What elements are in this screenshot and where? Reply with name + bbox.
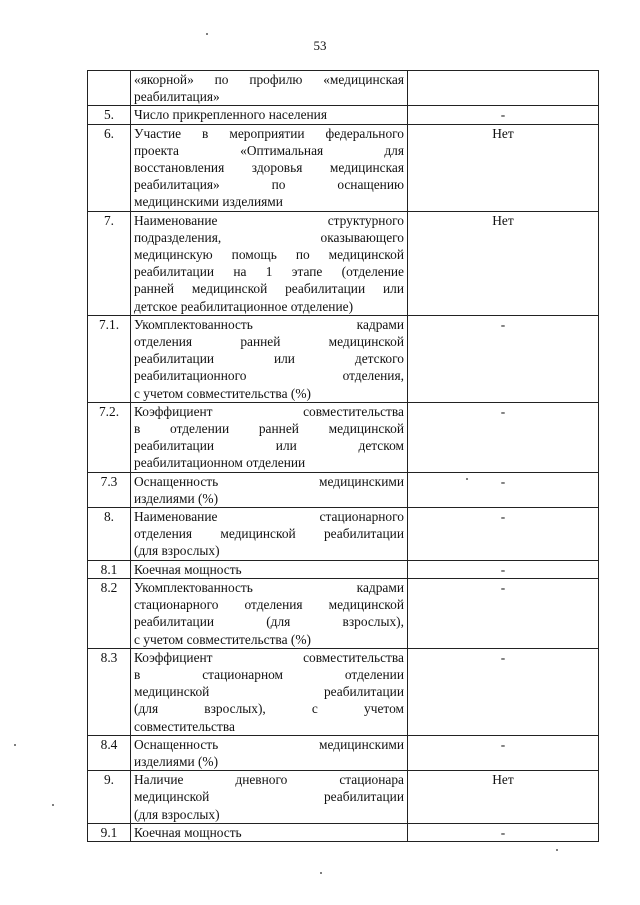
row-value: - (408, 578, 599, 648)
row-indicator-name (131, 823, 408, 841)
table-row (88, 315, 599, 402)
indicator-text-line: реабилитации или детском (134, 438, 404, 454)
row-number (88, 71, 131, 106)
indicator-text-line: медицинской реабилитации (134, 684, 404, 700)
row-number: 8.1 (88, 560, 131, 578)
indicator-text-line: с учетом совместительства (%) (134, 385, 311, 401)
row-number: 8. (88, 508, 131, 561)
indicator-text-line: (для взрослых) (134, 806, 220, 822)
row-indicator-name (131, 508, 408, 561)
row-indicator-name (131, 648, 408, 735)
indicator-text-line: ранней медицинской реабилитации или (134, 281, 404, 297)
indicator-text-line: в отделении ранней медицинской (134, 421, 404, 437)
table-row (88, 578, 599, 648)
data-table (87, 70, 599, 842)
row-indicator-name (131, 735, 408, 770)
row-indicator-name (131, 315, 408, 402)
indicator-text-line: (для взрослых) (134, 543, 220, 559)
table-row (88, 71, 599, 106)
table-row (88, 560, 599, 578)
indicator-text-line: Оснащенность медицинскими (134, 736, 404, 752)
scan-speck (556, 849, 558, 851)
indicator-text-line: реабилитации или детского (134, 351, 404, 367)
table-row (88, 508, 599, 561)
scan-speck (14, 744, 16, 746)
row-indicator-name (131, 211, 408, 315)
indicator-text-line: Наименование структурного (134, 212, 404, 228)
row-value: Нет (408, 124, 599, 211)
indicator-text-line: восстановления здоровья медицинская (134, 160, 404, 176)
scan-speck (320, 872, 322, 874)
indicator-text-line: Укомплектованность кадрами (134, 316, 404, 332)
row-value: - (408, 735, 599, 770)
indicator-text-line: реабилитационного отделения, (134, 368, 404, 384)
table-row (88, 648, 599, 735)
indicator-text-line: Коэффициент совместительства (134, 403, 404, 419)
indicator-text-line: Коечная мощность (134, 824, 242, 840)
row-number: 8.4 (88, 735, 131, 770)
indicator-text-line: Оснащенность медицинскими (134, 473, 404, 489)
table-body (88, 71, 599, 842)
indicator-text-line: Коечная мощность (134, 561, 242, 577)
indicator-text-line: с учетом совместительства (%) (134, 631, 311, 647)
indicator-text-line: медицинскую помощь по медицинской (134, 247, 404, 263)
indicator-text-line: реабилитации на 1 этапе (отделение (134, 264, 404, 280)
row-number: 8.2 (88, 578, 131, 648)
indicator-text-line: реабилитация» (134, 89, 220, 105)
indicator-text-line: реабилитации (для взрослых), (134, 614, 404, 630)
row-value: Нет (408, 771, 599, 824)
indicator-text-line: изделиями (%) (134, 753, 219, 769)
row-value: Нет (408, 211, 599, 315)
indicator-text-line: стационарного отделения медицинской (134, 597, 404, 613)
row-indicator-name (131, 771, 408, 824)
row-value: - (408, 560, 599, 578)
row-value: - (408, 402, 599, 472)
indicator-text-line: реабилитация» по оснащению (134, 177, 404, 193)
row-value: - (408, 508, 599, 561)
table-row (88, 771, 599, 824)
indicator-text-line: подразделения, оказывающего (134, 229, 404, 245)
table-row (88, 472, 599, 507)
indicator-text-line: Коэффициент совместительства (134, 649, 404, 665)
row-indicator-name (131, 560, 408, 578)
indicator-text-line: проекта «Оптимальная для (134, 142, 404, 158)
indicator-text-line: медицинскими изделиями (134, 194, 283, 210)
indicator-text-line: Участие в мероприятии федерального (134, 125, 404, 141)
row-indicator-name (131, 124, 408, 211)
indicator-text-line: Укомплектованность кадрами (134, 579, 404, 595)
row-value: - (408, 823, 599, 841)
row-value: - (408, 472, 599, 507)
table-row (88, 124, 599, 211)
row-number: 5. (88, 106, 131, 124)
indicator-text-line: детское реабилитационное отделение) (134, 298, 354, 314)
indicator-text-line: Наименование стационарного (134, 509, 404, 525)
row-value (408, 71, 599, 106)
indicator-text-line: изделиями (%) (134, 490, 219, 506)
row-number: 6. (88, 124, 131, 211)
row-number: 8.3 (88, 648, 131, 735)
scan-speck (466, 478, 468, 480)
table-row (88, 735, 599, 770)
indicator-text-line: отделения ранней медицинской (134, 334, 404, 350)
row-number: 7.1. (88, 315, 131, 402)
table-row (88, 106, 599, 124)
row-number: 9. (88, 771, 131, 824)
table-row (88, 402, 599, 472)
indicator-text-line: отделения медицинской реабилитации (134, 526, 404, 542)
row-value: - (408, 648, 599, 735)
row-value: - (408, 106, 599, 124)
table-row (88, 823, 599, 841)
row-indicator-name (131, 106, 408, 124)
indicator-text-line: реабилитационном отделении (134, 455, 306, 471)
scan-speck (206, 33, 208, 35)
indicator-text-line: Наличие дневного стационара (134, 772, 404, 788)
row-number: 7. (88, 211, 131, 315)
row-number: 9.1 (88, 823, 131, 841)
indicator-text-line: совместительства (134, 718, 235, 734)
row-indicator-name (131, 472, 408, 507)
indicator-text-line: в стационарном отделении (134, 666, 404, 682)
indicator-text-line: медицинской реабилитации (134, 789, 404, 805)
row-indicator-name (131, 71, 408, 106)
row-indicator-name (131, 578, 408, 648)
scan-speck (52, 804, 54, 806)
row-number: 7.3 (88, 472, 131, 507)
page-number: 53 (313, 38, 327, 53)
row-value: - (408, 315, 599, 402)
indicator-text-line: Число прикрепленного населения (134, 107, 328, 123)
row-number: 7.2. (88, 402, 131, 472)
row-indicator-name (131, 402, 408, 472)
table-row (88, 211, 599, 315)
indicator-text-line: (для взрослых), с учетом (134, 701, 404, 717)
indicator-text-line: «якорной» по профилю «медицинская (134, 72, 404, 87)
